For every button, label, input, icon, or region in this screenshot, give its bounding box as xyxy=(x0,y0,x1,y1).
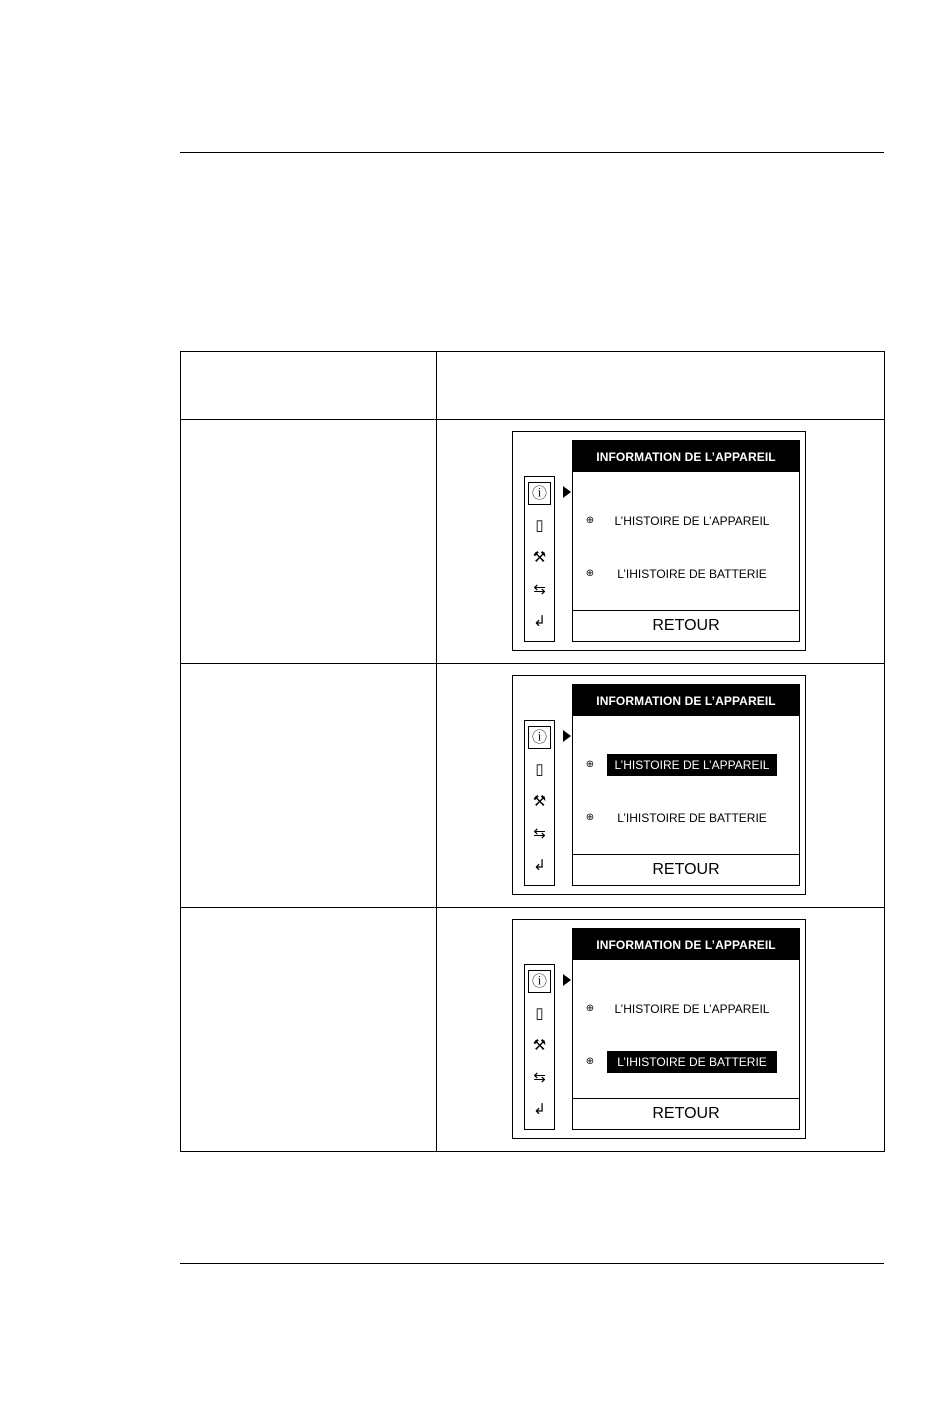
menu-panel xyxy=(572,928,800,1130)
menu-item-label: L’IHISTOIRE DE BATTERIE xyxy=(607,1051,777,1073)
device-screen xyxy=(512,431,806,651)
table-row xyxy=(181,420,885,664)
header-rule xyxy=(180,152,884,153)
panel-title: INFORMATION DE L’APPAREIL xyxy=(573,441,799,472)
menu-item-device-history[interactable] xyxy=(573,754,799,776)
tools-icon[interactable]: ⚒ xyxy=(532,1037,547,1054)
transfer-icon[interactable]: ⇆ xyxy=(533,581,546,598)
transfer-icon[interactable]: ⇆ xyxy=(533,825,546,842)
menu-item-label: L’HISTOIRE DE L’APPAREIL xyxy=(614,514,770,528)
menu-item-device-history[interactable] xyxy=(573,998,799,1020)
screen-cell xyxy=(437,664,885,908)
table-row xyxy=(181,664,885,908)
back-button[interactable]: RETOUR xyxy=(573,1098,799,1129)
menu-item-label: L’IHISTOIRE DE BATTERIE xyxy=(617,567,767,581)
bullet-icon: ⊕ xyxy=(585,759,595,770)
device-screen xyxy=(512,675,806,895)
menu-item-battery-history[interactable] xyxy=(573,563,799,585)
info-icon[interactable]: ⓘ xyxy=(528,726,551,749)
document-icon[interactable]: ▯ xyxy=(535,1005,544,1022)
screen-cell xyxy=(437,420,885,664)
header-cell-step xyxy=(181,352,437,420)
selection-arrow-icon xyxy=(563,486,571,498)
menu-item-label: L’IHISTOIRE DE BATTERIE xyxy=(617,811,767,825)
menu-item-battery-history[interactable] xyxy=(573,807,799,829)
bullet-icon: ⊕ xyxy=(585,515,595,526)
step-text-cell xyxy=(181,420,437,664)
footer-rule xyxy=(180,1263,884,1264)
selection-arrow-icon xyxy=(563,730,571,742)
bullet-icon: ⊕ xyxy=(585,1056,595,1067)
menu-item-battery-history[interactable] xyxy=(573,1051,799,1073)
header-cell-display xyxy=(437,352,885,420)
panel-title: INFORMATION DE L’APPAREIL xyxy=(573,685,799,716)
menu-item-device-history[interactable] xyxy=(573,510,799,532)
device-screen xyxy=(512,919,806,1139)
info-icon[interactable]: ⓘ xyxy=(528,482,551,505)
exit-icon[interactable]: ↲ xyxy=(533,1101,546,1118)
screen-cell xyxy=(437,908,885,1152)
exit-icon[interactable]: ↲ xyxy=(533,857,546,874)
selection-arrow-icon xyxy=(563,974,571,986)
panel-title: INFORMATION DE L’APPAREIL xyxy=(573,929,799,960)
bullet-icon: ⊕ xyxy=(585,812,595,823)
bullet-icon: ⊕ xyxy=(585,568,595,579)
menu-panel xyxy=(572,440,800,642)
table-header-row xyxy=(181,352,885,420)
document-icon[interactable]: ▯ xyxy=(535,517,544,534)
step-text-cell xyxy=(181,664,437,908)
tools-icon[interactable]: ⚒ xyxy=(532,793,547,810)
info-icon[interactable]: ⓘ xyxy=(528,970,551,993)
menu-panel xyxy=(572,684,800,886)
document-icon[interactable]: ▯ xyxy=(535,761,544,778)
back-button[interactable]: RETOUR xyxy=(573,610,799,641)
menu-item-label: L’HISTOIRE DE L’APPAREIL xyxy=(607,754,777,776)
bullet-icon: ⊕ xyxy=(585,1003,595,1014)
procedure-table xyxy=(180,351,885,1152)
tools-icon[interactable]: ⚒ xyxy=(532,549,547,566)
icon-sidebar xyxy=(524,964,555,1130)
icon-sidebar xyxy=(524,720,555,886)
icon-sidebar xyxy=(524,476,555,642)
menu-item-label: L’HISTOIRE DE L’APPAREIL xyxy=(614,1002,770,1016)
back-button[interactable]: RETOUR xyxy=(573,854,799,885)
table-row xyxy=(181,908,885,1152)
exit-icon[interactable]: ↲ xyxy=(533,613,546,630)
transfer-icon[interactable]: ⇆ xyxy=(533,1069,546,1086)
step-text-cell xyxy=(181,908,437,1152)
